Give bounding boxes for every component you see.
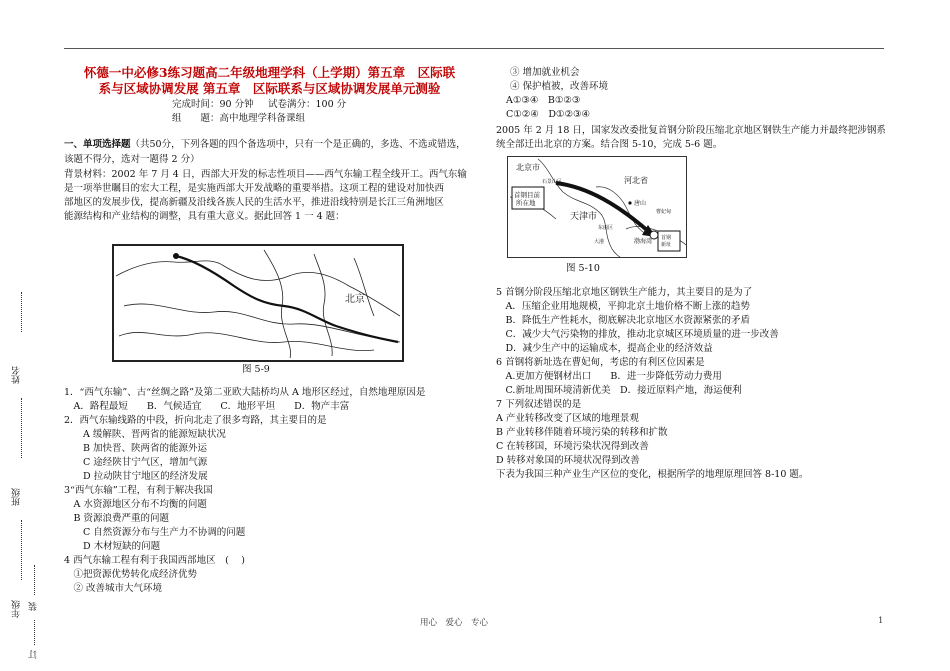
question-line: A 产业转移改变了区域的地理景观 (496, 413, 639, 424)
right-options (506, 66, 608, 122)
dongli-label: 东丽区 (598, 225, 614, 231)
section-line-1 (64, 138, 466, 152)
binding-dots (34, 620, 35, 645)
title-line-1: 怀德一中必修3练习题高二年级地理学科（上学期）第五章 区际联 (83, 65, 456, 80)
question-line: 下表为我国三种产业生产区位的变化，根据所学的地理原理回答 8-10 题。 (496, 469, 809, 480)
question-line: D．减少生产中的运输成本，提高企业的经济效益 (496, 343, 713, 354)
binding-dots (21, 520, 22, 580)
question-line: 4 西气东输工程有利于我国西部地区 ( ) (64, 555, 245, 566)
question-line: 3“西气东输”工程，有利于解决我国 (64, 485, 213, 496)
question-line: D 木材短缺的问题 (64, 541, 161, 552)
question-line: A 缓解陕、晋两省的能源短缺状况 (64, 429, 226, 440)
background-line: 是一项举世瞩目的宏大工程，是实施西部大开发战略的重要举措。这项工程的建设对加快西 (64, 183, 445, 194)
binding-dots (21, 398, 22, 458)
river-line (124, 304, 400, 342)
option-line: C①②④ D①②③④ (506, 109, 591, 120)
name-label: 姓名 (12, 366, 22, 384)
question-line: B 资源浪费严重的问题 (64, 513, 170, 524)
option-line: ④ 保护植被，改善环境 (510, 81, 609, 92)
question-line: 5 首钢分阶段压缩北京地区钢铁生产能力，其主要目的是为了 (496, 287, 753, 298)
new-site-label: 首钢新址 (661, 235, 672, 248)
question-line: C 自然资源分布与生产力不协调的问题 (64, 527, 246, 538)
river-line (354, 258, 374, 316)
question-line: C．减少大气污染物的排放，推动北京城区环境质量的进一步改善 (496, 329, 779, 340)
question-line: 7 下列叙述错误的是 (496, 399, 582, 410)
section-desc-1: （共50分，下列各题的四个备选项中，只有一个是正确的，多选、不选或错选， (130, 139, 466, 150)
figure-5-9-caption: 图 5-9 (242, 364, 270, 375)
pipeline-start-marker (173, 253, 179, 259)
new-site-marker (650, 231, 658, 239)
question-line: D 转移对象国的环境状况得到改善 (496, 455, 640, 466)
shougang-map-svg (508, 157, 686, 257)
bohai-label: 渤海湾 (634, 238, 653, 245)
boundary-line (538, 159, 620, 257)
header-rule (64, 48, 884, 49)
question-line: B．降低生产性耗水，彻底解决北京地区水资源紧张的矛盾 (496, 315, 750, 326)
questions-right (496, 286, 896, 482)
background-line: 能源结构和产业结构的调整，具有重大意义。据此回答 1 一 4 题： (64, 211, 345, 222)
questions-left (64, 386, 474, 596)
option-line: ③ 增加就业机会 (510, 67, 580, 78)
new-site-box (658, 231, 680, 251)
intro-5-6-line-1: 2005 年 2 月 18 日，国家发改委批复首钢分阶段压缩北京地区钢铁生产能力并最终把涉钢系 (496, 125, 886, 136)
question-line: ①把资源优势转化成经济优势 (64, 569, 198, 580)
question-line: C 在转移国，环境污染状况得到改善 (496, 441, 649, 452)
figure-5-10-caption: 图 5-10 (566, 263, 600, 274)
page-title (72, 65, 467, 97)
ding-label: 订 (29, 650, 39, 659)
question-line: A 水资源地区分布不均衡的问题 (64, 499, 207, 510)
footer-motto: 用心 爱心 专心 (420, 618, 489, 628)
question-line: 1．“西气东输”、古“丝绸之路”及第二亚欧大陆桥均从 A 地形区经过，自然地理原因是 (64, 387, 426, 398)
question-line: B 产业转移伴随着环境污染的转移和扩散 (496, 427, 668, 438)
background-line: 背景材料：2002 年 7 月 4 日，西部大开发的标志性项目——西气东输工程全线开工。西气东输 (64, 169, 467, 180)
question-line: 2．西气东输线路的中段，折向北走了很多弯路，其主要目的是 (64, 415, 327, 426)
hebei-label: 河北省 (624, 176, 648, 185)
section-desc-2: 该题不得分，选对一题得 2 分） (64, 154, 200, 165)
question-line: C.新址周围环境清新优美 D．接近原料产地，海运便利 (496, 385, 742, 396)
zhuang-label: 装 (29, 602, 39, 611)
caofeidian-label: 曹妃甸 (656, 209, 672, 215)
question-line: C 途经陕甘宁气区，增加气源 (64, 457, 208, 468)
grade-label: 年级 (12, 600, 22, 618)
shougang-current-label: 首钢目前所在地 (514, 191, 540, 207)
exam-group: 组 题：高中地理学科备课组 (172, 113, 306, 124)
background-paragraph (64, 168, 474, 224)
question-line: D 拉动陕甘宁地区的经济发展 (64, 471, 208, 482)
figure-5-9-map (112, 244, 404, 362)
binding-dots (21, 292, 22, 332)
relocation-arrow (556, 183, 648, 231)
question-line: A．压缩企业用地规模，平抑北京土地价格不断上涨的趋势 (496, 301, 750, 312)
border-line (116, 261, 400, 316)
tangshan-dot (628, 201, 631, 204)
question-line: B 加快晋、陕两省的能源外运 (64, 443, 208, 454)
beijing-label: 北京 (345, 294, 365, 305)
pipeline-map-svg (114, 246, 402, 360)
class-label: 班级 (12, 488, 22, 506)
section-heading: 一、单项选择题 (64, 139, 131, 150)
tianjin-label: 天津市 (570, 212, 598, 222)
question-line: ② 改善城市大气环境 (64, 583, 163, 594)
question-line: A．路程最短 B．气候适宜 C．地形平坦 D．物产丰富 (64, 401, 350, 412)
tangshan-label: 唐山 (634, 200, 647, 207)
question-line: A.更加方便钢材出口 B．进一步降低劳动力费用 (496, 371, 722, 382)
title-line-2: 系与区域协调发展 第五章 区际联系与区域协调发展单元测验 (98, 81, 441, 96)
question-line: 6 首钢将新址选在曹妃甸，考虑的有利区位因素是 (496, 357, 705, 368)
intro-5-6-line-2: 统全部迁出北京的方案。结合图 5-10，完成 5-6 题。 (496, 139, 723, 150)
figure-5-10-map (507, 156, 687, 258)
exam-score: 试卷满分：100 分 (268, 99, 347, 110)
background-line: 部地区的发展步伐，提高新疆及沿线各族人民的生活水平，推进沿线特别是长江三角洲地区 (64, 197, 445, 208)
exam-time: 完成时间：90 分钟 (172, 99, 254, 110)
river-line (119, 332, 374, 350)
binding-dots (34, 565, 35, 595)
shijingshan-label: 石景山区 (542, 179, 563, 185)
beijing-label: 北京市 (516, 163, 540, 172)
option-line: A①③④ B①②③ (506, 95, 581, 106)
river-line (314, 254, 332, 356)
dagang-label: 大港 (594, 239, 605, 245)
page-number: 1 (878, 616, 884, 626)
